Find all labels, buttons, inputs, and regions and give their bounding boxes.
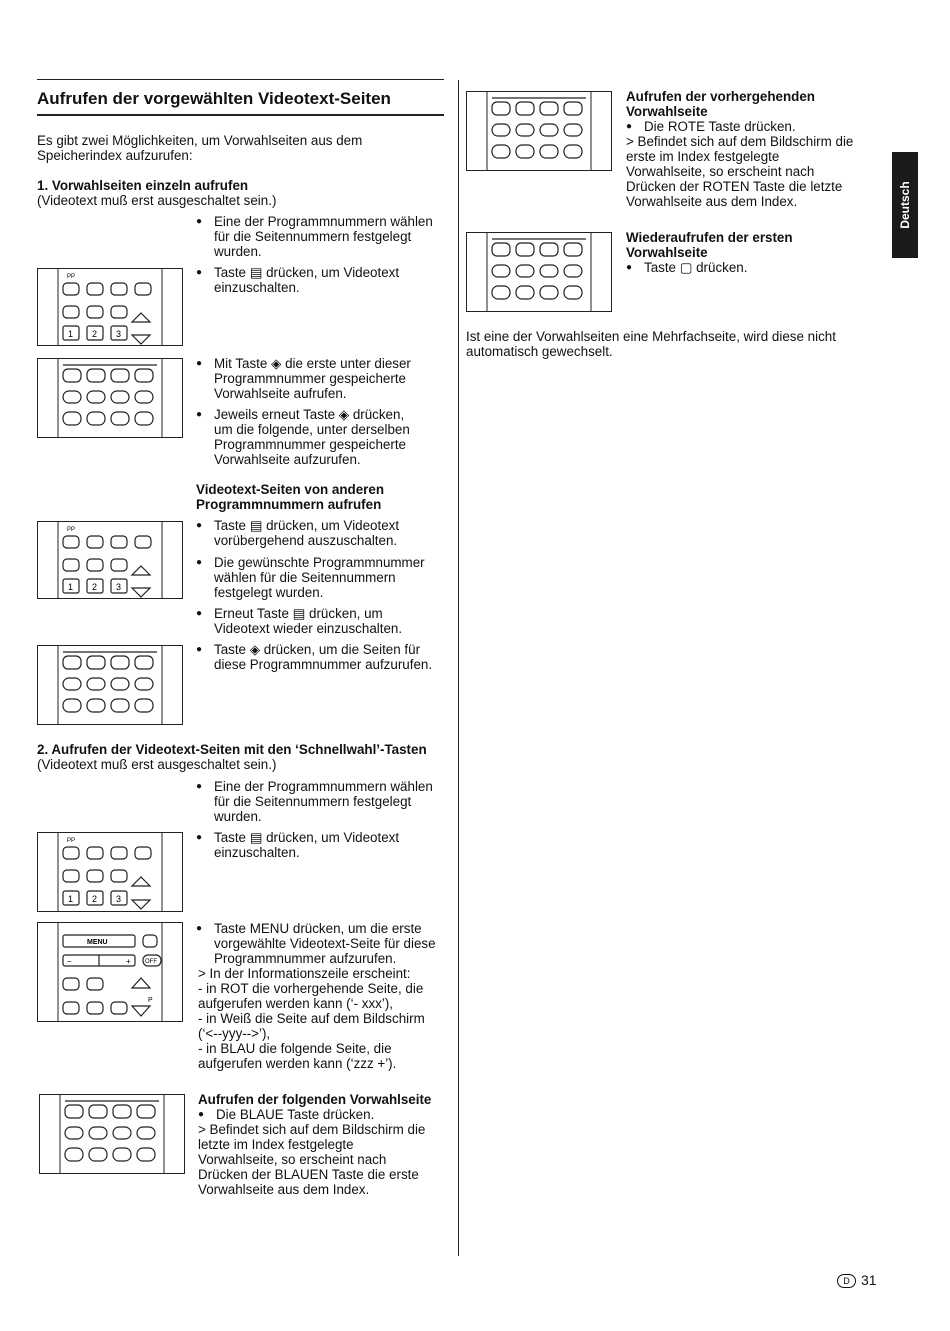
remote-color-illustration-3 xyxy=(39,1094,185,1174)
s2-step1: ● Eine der Programmnummern wählen für die Seitennummern festgelegt wurden. xyxy=(196,779,451,824)
remote-color-illustration-right-1 xyxy=(466,91,612,171)
svg-text:1: 1 xyxy=(68,582,74,592)
intro-text: Es gibt zwei Möglichkeiten, um Vorwahlseiten aus dem Speicherindex aufzurufen: xyxy=(37,133,363,163)
s1-step8: ● Taste ◈ drücken, um die Seiten für diese Programmnummer aufzurufen. xyxy=(196,642,451,672)
remote-keypad-illustration-3 xyxy=(37,832,183,912)
section2-note: (Videotext muß erst ausgeschaltet sein.) xyxy=(37,757,277,772)
remote-keypad-illustration-2 xyxy=(37,521,183,599)
remote-color-illustration-right-2 xyxy=(466,232,612,312)
svg-text:2: 2 xyxy=(92,329,98,339)
language-circle-icon: D xyxy=(837,1274,856,1288)
s2-info-line: > In der Informationszeile erscheint: - in ROT die vorhergehende Seite, die aufgerufen werden kann (‘- xxx’), - in Weiß die Seite auf dem Bildschirm (‘<--yyy-->’), - in BLAU die folgende Seite, die aufgerufen werden kann (‘zzz +’). xyxy=(198,966,425,1071)
svg-text:PP: PP xyxy=(67,838,76,844)
prev-title: Aufrufen der vorhergehenden Vorwahlseite xyxy=(626,89,815,119)
s2-next-step: ● Die BLAUE Taste drücken. xyxy=(198,1107,453,1122)
svg-text:1: 1 xyxy=(68,329,74,339)
svg-text:PP: PP xyxy=(67,527,76,533)
s1-step5: ● Taste ▤ drücken, um Videotext vorübergehend auszuschalten. xyxy=(196,518,451,548)
svg-text:1: 1 xyxy=(68,894,74,904)
section1-note: (Videotext muß erst ausgeschaltet sein.) xyxy=(37,193,277,208)
section2-title: 2. Aufrufen der Videotext-Seiten mit den ‘Schnellwahl’-Tasten xyxy=(37,742,427,757)
column-divider xyxy=(458,80,459,1256)
prev-info: > Befindet sich auf dem Bildschirm die erste im Index festgelegte Vorwahlseite, so erscheint nach Drücken der ROTEN Taste die letzte Vorwahlseite aus dem Index. xyxy=(626,134,854,209)
svg-text:+: + xyxy=(126,957,131,966)
heading-underline xyxy=(37,114,444,116)
first-title: Wiederaufrufen der ersten Vorwahlseite xyxy=(626,230,793,260)
s1-step6: ● Die gewünschte Programmnummer wählen für die Seitennummern festgelegt wurden. xyxy=(196,555,451,600)
svg-text:2: 2 xyxy=(92,582,98,592)
s1-step2: ● Taste ▤ drücken, um Videotext einzuschalten. xyxy=(196,265,451,295)
section1-title: 1. Vorwahlseiten einzeln aufrufen xyxy=(37,178,249,193)
remote-color-illustration-1 xyxy=(37,358,183,438)
language-tab: Deutsch xyxy=(892,152,918,258)
svg-text:MENU: MENU xyxy=(87,939,108,946)
svg-text:3: 3 xyxy=(116,329,122,339)
s1-step4: ● Jeweils erneut Taste ◈ drücken, um die folgende, unter derselben Programmnummer gespeicherte Vorwahlseite aufzurufen. xyxy=(196,407,451,467)
remote-menu-illustration xyxy=(37,922,183,1022)
remote-keypad-illustration-1 xyxy=(37,268,183,346)
svg-text:P: P xyxy=(148,997,153,1004)
svg-text:OFF: OFF xyxy=(145,959,157,965)
heading-top-rule xyxy=(37,79,444,80)
s1-subheading: Videotext-Seiten von anderen Programmnummern aufrufen xyxy=(196,482,385,512)
svg-text:2: 2 xyxy=(92,894,98,904)
s2-step2: ● Taste ▤ drücken, um Videotext einzuschalten. xyxy=(196,830,451,860)
s2-next-info: > Befindet sich auf dem Bildschirm die letzte im Index festgelegte Vorwahlseite, so erscheint nach Drücken der BLAUEN Taste die erste Vorwahlseite aus dem Index. xyxy=(198,1122,426,1197)
svg-text:3: 3 xyxy=(116,582,122,592)
s2-next-title: Aufrufen der folgenden Vorwahlseite xyxy=(198,1092,432,1107)
pp-label: PP xyxy=(67,274,76,280)
s1-step7: ● Erneut Taste ▤ drücken, um Videotext wieder einzuschalten. xyxy=(196,606,451,636)
svg-text:−: − xyxy=(67,957,72,966)
page-number: D 31 xyxy=(837,1272,877,1288)
s2-step3: ● Taste MENU drücken, um die erste vorgewählte Videotext-Seite für diese Programmnummer aufzurufen. xyxy=(196,921,451,966)
multipage-note: Ist eine der Vorwahlseiten eine Mehrfachseite, wird diese nicht automatisch gewechselt. xyxy=(466,329,836,359)
s1-step3: ● Mit Taste ◈ die erste unter dieser Programmnummer gespeicherte Vorwahlseite aufrufen. xyxy=(196,356,451,401)
remote-color-illustration-2 xyxy=(37,645,183,725)
page-title: Aufrufen der vorgewählten Videotext-Seiten xyxy=(37,89,391,108)
s1-step1: ● Eine der Programmnummern wählen für die Seitennummern festgelegt wurden. xyxy=(196,214,451,259)
prev-step: ● Die ROTE Taste drücken. xyxy=(626,119,881,134)
first-step: ● Taste ▢ drücken. xyxy=(626,260,881,275)
svg-text:3: 3 xyxy=(116,894,122,904)
